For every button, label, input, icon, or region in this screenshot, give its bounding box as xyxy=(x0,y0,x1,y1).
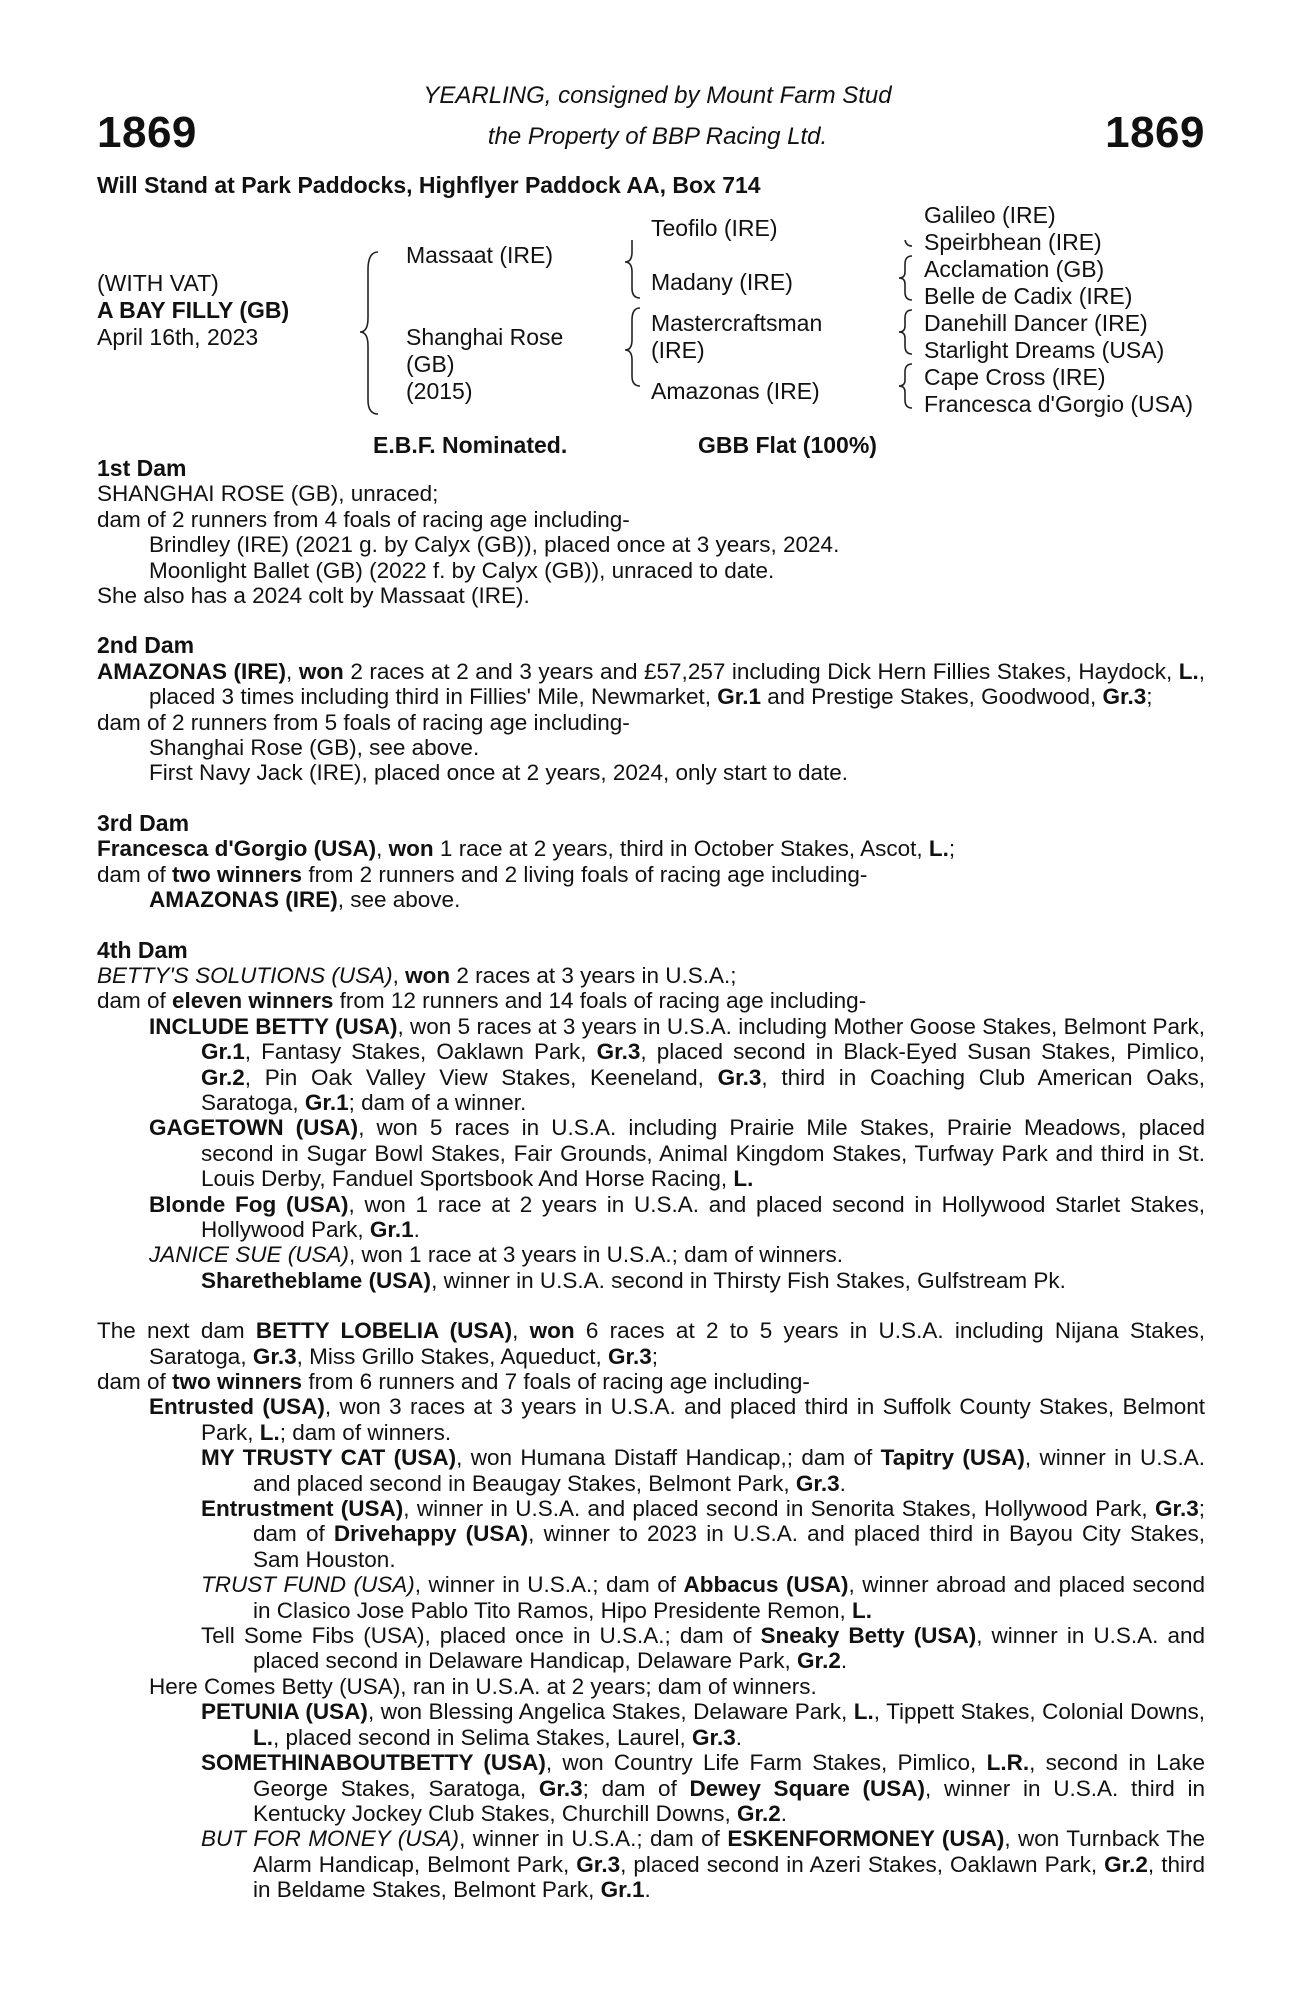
dam1-produce: dam of 2 runners from 4 foals of racing age including- xyxy=(97,506,630,532)
horse-dob: April 16th, 2023 xyxy=(97,324,259,350)
dam1-section xyxy=(97,456,1205,608)
produce-item: INCLUDE BETTY (USA), won 5 races at 3 years in U.S.A. including Mother Goose Stakes, Belmont Park, Gr.1, Fantasy Stakes, Oaklawn Park, Gr.3, placed second in Black-Eyed Susan Stakes, Pimlico, Gr.2, Pin Oak Valley View Stakes, Keeneland, Gr.3, third in Coaching Club American Oaks, Saratoga, Gr.1; dam of a winner. xyxy=(149,1013,1206,1115)
dam3-section xyxy=(97,811,1205,913)
dam-dam: Amazonas (IRE) xyxy=(651,378,820,404)
grand-3: Acclamation (GB) xyxy=(924,256,1105,282)
dam4-section xyxy=(97,938,1205,1294)
dam1-heading: 1st Dam xyxy=(97,455,187,481)
produce-item: Brindley (IRE) (2021 g. by Calyx (GB)), placed once at 3 years, 2024. xyxy=(149,532,840,558)
dam-line3: (2015) xyxy=(406,378,473,404)
dam-sire-line2: (IRE) xyxy=(651,337,705,363)
grand-1: Galileo (IRE) xyxy=(924,202,1056,228)
horse-name: A BAY FILLY (GB) xyxy=(97,297,290,323)
dam4-record: BETTY'S SOLUTIONS (USA), won 2 races at 3 years in U.S.A.; xyxy=(97,962,737,988)
dam3-record: Francesca d'Gorgio (USA), won 1 race at 2 years, third in October Stakes, Ascot, L.; xyxy=(97,836,956,862)
grandproduce-item: BUT FOR MONEY (USA), winner in U.S.A.; dam of ESKENFORMONEY (USA), won Turnback The Alarm Handicap, Belmont Park, Gr.3, placed second in Azeri Stakes, Oaklawn Park, Gr.2, third in Beldame Stakes, Belmont Park, Gr.1. xyxy=(201,1826,1205,1903)
produce-item: Shanghai Rose (GB), see above. xyxy=(149,735,480,761)
dam3-produce: dam of two winners from 2 runners and 2 living foals of racing age including- xyxy=(97,861,868,887)
consignor-line: YEARLING, consigned by Mount Farm Stud xyxy=(423,82,892,109)
dam4-produce: dam of eleven winners from 12 runners and 14 foals of racing age including- xyxy=(97,988,867,1014)
dam4-heading: 4th Dam xyxy=(97,936,188,963)
dam1-foal-note: She also has a 2024 colt by Massaat (IRE). xyxy=(97,583,530,609)
sire-dam: Madany (IRE) xyxy=(651,269,793,295)
grandproduce-item: PETUNIA (USA), won Blessing Angelica Stakes, Delaware Park, L., Tippett Stakes, Colonial Downs, L., placed second in Selima Stakes, Laurel, Gr.3. xyxy=(201,1699,1205,1750)
produce-item: JANICE SUE (USA), won 1 race at 3 years in U.S.A.; dam of winners. xyxy=(149,1242,843,1268)
produce-item: Moonlight Ballet (GB) (2022 f. by Calyx (GB)), unraced to date. xyxy=(149,557,775,583)
grand-4: Belle de Cadix (IRE) xyxy=(924,283,1133,309)
grandproduce-item: SOMETHINABOUTBETTY (USA), won Country Life Farm Stakes, Pimlico, L.R., second in Lake George Stakes, Saratoga, Gr.3; dam of Dewey Square (USA), winner in U.S.A. third in Kentucky Jockey Club Stakes, Churchill Downs, Gr.2. xyxy=(201,1750,1205,1826)
dam2-produce: dam of 2 runners from 5 foals of racing age including- xyxy=(97,709,630,735)
grandproduce-item: Entrustment (USA), winner in U.S.A. and placed second in Senorita Stakes, Hollywood Park, Gr.3; dam of Drivehappy (USA), winner to 2023 in U.S.A. and placed third in Bayou City Stakes, Sam Houston. xyxy=(201,1496,1206,1572)
produce-item: GAGETOWN (USA), won 5 races in U.S.A. including Prairie Mile Stakes, Prairie Meadows, placed second in Sugar Bowl Stakes, Fair Grounds, Animal Kingdom Stakes, Turfway Park and third in St. Louis Derby, Fanduel Sportsbook And Horse Racing, L. xyxy=(149,1115,1206,1192)
dam2-record: AMAZONAS (IRE), won 2 races at 2 and 3 years and £57,257 including Dick Hern Fillies Stakes, Haydock, L., placed 3 times including third in Fillies' Mile, Newmarket, Gr.1 and Prestige Stakes, Goodwood, Gr.3; xyxy=(97,658,1205,710)
grandproduce-item: Tell Some Fibs (USA), placed once in U.S.A.; dam of Sneaky Betty (USA), winner in U.S.A. and placed second in Delaware Handicap, Delaware Park, Gr.2. xyxy=(201,1623,1206,1674)
produce-item: Blonde Fog (USA), won 1 race at 2 years in U.S.A. and placed second in Hollywood Starlet Stakes, Hollywood Park, Gr.1. xyxy=(149,1191,1205,1242)
grand-6: Starlight Dreams (USA) xyxy=(924,337,1165,363)
sire-sire: Teofilo (IRE) xyxy=(651,215,778,241)
dam2-heading: 2nd Dam xyxy=(97,632,195,659)
lot-number-right: 1869 xyxy=(1105,108,1205,157)
stand-location: Will Stand at Park Paddocks, Highflyer Paddock AA, Box 714 xyxy=(97,172,761,198)
grand-5: Danehill Dancer (IRE) xyxy=(924,310,1148,336)
produce-item: Entrusted (USA), won 3 races at 3 years in U.S.A. and placed third in Suffolk County Stakes, Belmont Park, L.; dam of winners. xyxy=(149,1394,1206,1445)
dam-line1: Shanghai Rose xyxy=(406,324,564,350)
property-line: the Property of BBP Racing Ltd. xyxy=(487,123,828,150)
next-dam-section xyxy=(97,1318,1205,1902)
ebf-nomination: E.B.F. Nominated. xyxy=(373,432,568,458)
next-dam-produce: dam of two winners from 6 runners and 7 foals of racing age including- xyxy=(97,1369,810,1394)
grandproduce-item: MY TRUSTY CAT (USA), won Humana Distaff Handicap,; dam of Tapitry (USA), winner in U.S.A. and placed second in Beaugay Stakes, Belmont Park, Gr.3. xyxy=(201,1445,1205,1496)
dam-sire-line1: Mastercraftsman xyxy=(651,310,823,336)
grand-2: Speirbhean (IRE) xyxy=(924,229,1102,255)
gbb-flat: GBB Flat (100%) xyxy=(698,432,877,458)
produce-item: AMAZONAS (IRE), see above. xyxy=(149,887,461,913)
sire: Massaat (IRE) xyxy=(406,242,553,268)
pedigree-notes xyxy=(97,456,1205,1903)
vat-note: (WITH VAT) xyxy=(97,270,219,296)
dam1-line: SHANGHAI ROSE (GB), unraced; xyxy=(97,481,439,507)
grandproduce-item: TRUST FUND (USA), winner in U.S.A.; dam of Abbacus (USA), winner abroad and placed second in Clasico Jose Pablo Tito Ramos, Hipo Presidente Remon, L. xyxy=(201,1572,1206,1623)
next-dam-record: The next dam BETTY LOBELIA (USA), won 6 races at 2 to 5 years in U.S.A. including Nijana Stakes, Saratoga, Gr.3, Miss Grillo Stakes, Aqueduct, Gr.3; xyxy=(97,1318,1205,1369)
grand-7: Cape Cross (IRE) xyxy=(924,364,1106,390)
grand-8: Francesca d'Gorgio (USA) xyxy=(924,391,1193,417)
dam-line2: (GB) xyxy=(406,351,455,377)
dam2-section xyxy=(97,633,1205,785)
produce-item: Here Comes Betty (USA), ran in U.S.A. at 2 years; dam of winners. xyxy=(149,1673,817,1699)
produce-item: First Navy Jack (IRE), placed once at 2 years, 2024, only start to date. xyxy=(149,760,849,786)
grandproduce-item: Sharetheblame (USA), winner in U.S.A. second in Thirsty Fish Stakes, Gulfstream Pk. xyxy=(201,1267,1066,1293)
dam3-heading: 3rd Dam xyxy=(97,809,190,836)
lot-number-left: 1869 xyxy=(97,108,197,157)
